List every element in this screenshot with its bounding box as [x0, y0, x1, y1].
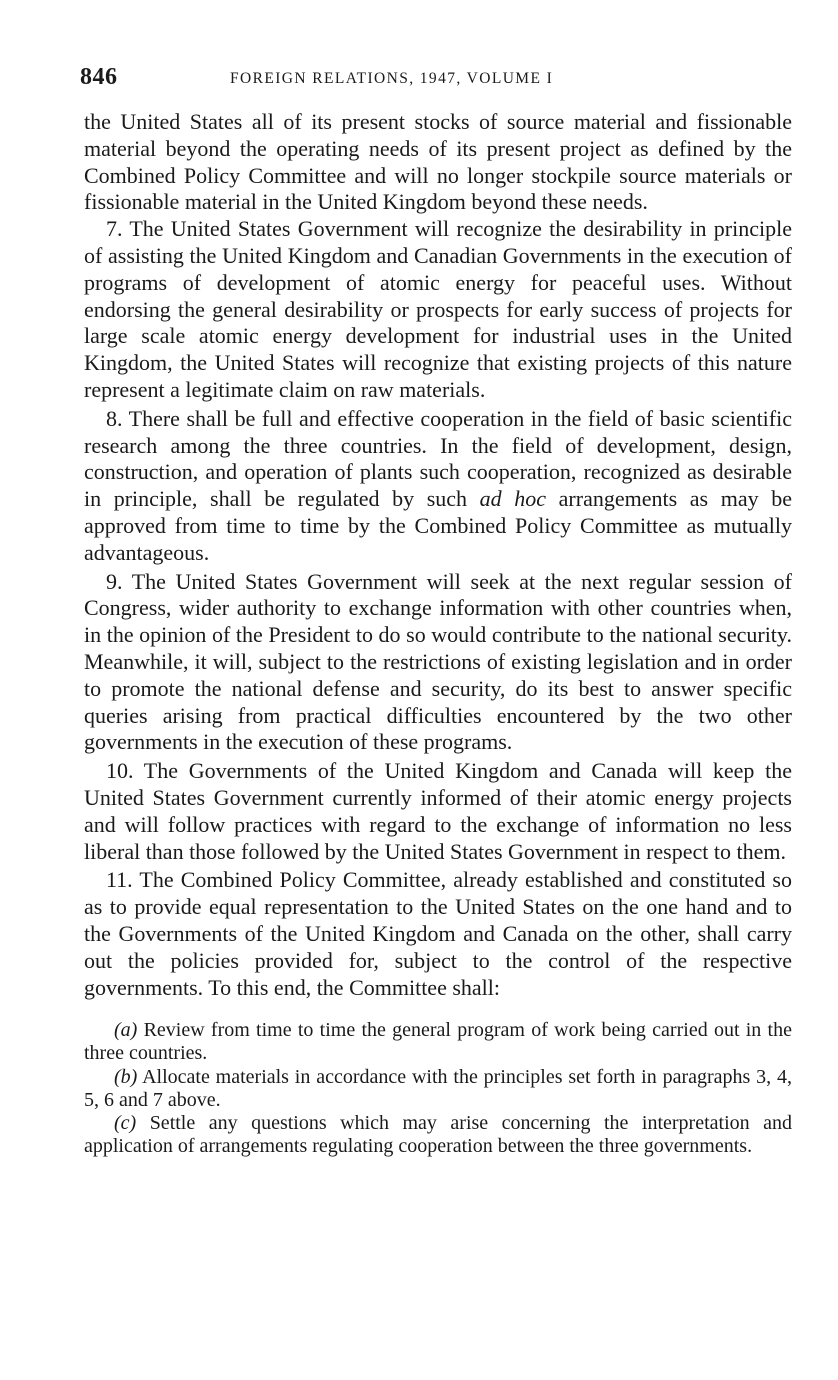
- list-item: [84, 1019, 792, 1065]
- body-text: [84, 109, 792, 1158]
- list-item: [84, 1066, 792, 1112]
- paragraph-10: 10. The Governments of the United Kingdom and Canada will keep the United States Government currently informed of their atomic energy projects and will follow practices with regard to the exchange of information no less liberal than those followed by the United States Government in respect to them.: [84, 758, 792, 864]
- paragraph-8-text-before: 8. There shall be full and effective cooperation in the field of basic scientific research among the three countries. In the field of development, design, construction, and operation of plants such cooperation, recognized as desirable in principle, shall be regulated by such: [84, 405, 792, 512]
- list-item-text: Settle any questions which may arise concerning the interpretation and application of arrangements regulating cooperation between the three governments.: [84, 1112, 792, 1158]
- paragraph-8-text-after: arrangements as may be approved from time to time by the Combined Policy Committee as mutually advantageous.: [84, 486, 793, 565]
- list-item-text: Review from time to time the general program of work being carried out in the three countries.: [84, 1019, 792, 1065]
- paragraph-6-continued: the United States all of its present stocks of source material and fissionable material beyond the operating needs of its present project as defined by the Combined Policy Committee and will no longer stockpile source materials or fissionable material in the United Kingdom beyond these needs.: [84, 109, 792, 215]
- committee-duties-list: [84, 1019, 792, 1158]
- list-item-letter: (a): [114, 1019, 138, 1042]
- paragraph-7: 7. The United States Government will recognize the desirability in principle of assisting the United Kingdom and Canadian Governments in the execution of programs of development of atomic energy for peaceful uses. Without endorsing the general desirability or prospects for early success of projects for large scale atomic energy development for industrial uses in the United Kingdom, the United States will recognize that existing projects of this nature represent a legitimate claim on raw materials.: [84, 216, 792, 402]
- list-item-letter: (c): [114, 1112, 137, 1135]
- list-item-text: Allocate materials in accordance with the principles set forth in paragraphs 3, 4, 5, 6 and 7 above.: [84, 1065, 792, 1111]
- list-item-letter: (b): [114, 1065, 138, 1088]
- list-item: [84, 1112, 792, 1158]
- paragraph-11: 11. The Combined Policy Committee, already established and constituted so as to provide equal representation to the United States on the one hand and to the Governments of the United Kingdom and Canada on the other, shall carry out the policies provided for, subject to the control of the respective governments. To this end, the Committee shall:: [84, 867, 792, 1000]
- page-header: [76, 62, 796, 96]
- paragraph-8: [84, 406, 792, 567]
- paragraph-8-italic-term: ad hoc: [479, 486, 547, 512]
- page-number: 846: [80, 64, 118, 90]
- running-head: FOREIGN RELATIONS, 1947, VOLUME I: [230, 70, 554, 87]
- paragraph-9: 9. The United States Government will seek at the next regular session of Congress, wider authority to exchange information with other countries when, in the opinion of the President to do so would contribute to the national security. Meanwhile, it will, subject to the restrictions of existing legislation and in order to promote the national defense and security, do its best to answer specific queries arising from practical difficulties encountered by the two other governments in the execution of these programs.: [84, 568, 792, 755]
